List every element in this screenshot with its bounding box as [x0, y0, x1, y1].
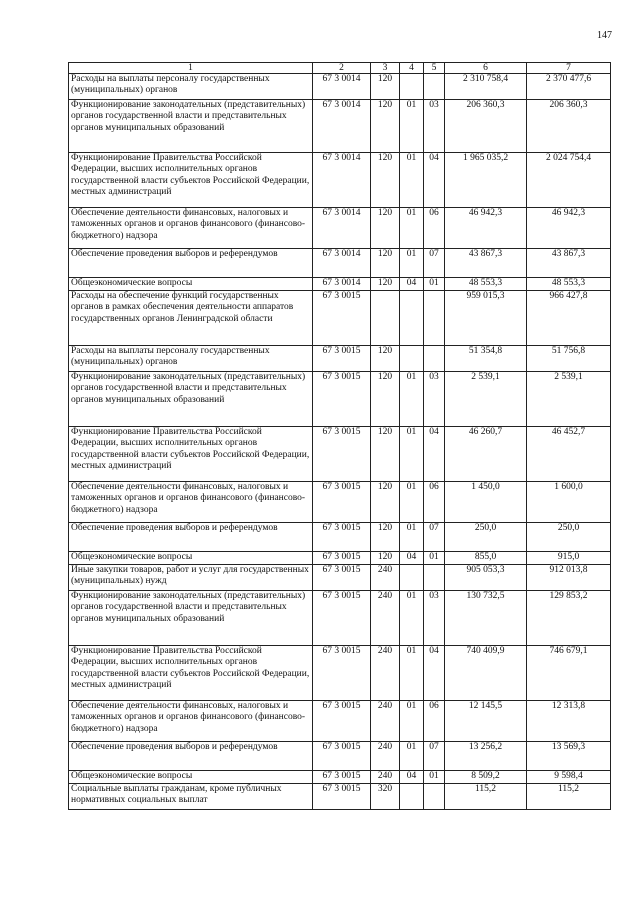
- column-header: 7: [527, 63, 611, 74]
- table-row: [69, 742, 611, 771]
- table-row: [69, 100, 611, 153]
- amount-year2-cell: 12 313,8: [527, 701, 611, 742]
- target-code-cell: 67 3 0014: [313, 278, 371, 291]
- amount-year2-cell: 13 569,3: [527, 742, 611, 771]
- row-name-cell: Расходы на выплаты персоналу государственных (муниципальных) органов: [69, 346, 313, 372]
- expense-type-cell: 120: [371, 482, 400, 523]
- expense-type-cell: 120: [371, 372, 400, 427]
- row-name-cell: Обеспечение деятельности финансовых, налоговых и таможенных органов и органов финансового (финансово-бюджетного) надзора: [69, 208, 313, 249]
- amount-year2-cell: 915,0: [527, 552, 611, 565]
- target-code-cell: 67 3 0015: [313, 346, 371, 372]
- row-name-cell: Общеэкономические вопросы: [69, 278, 313, 291]
- amount-year2-cell: 912 013,8: [527, 565, 611, 591]
- amount-year2-cell: 46 942,3: [527, 208, 611, 249]
- section-cell: 04: [400, 552, 424, 565]
- amount-year2-cell: 1 600,0: [527, 482, 611, 523]
- amount-year2-cell: 48 553,3: [527, 278, 611, 291]
- amount-year2-cell: 2 370 477,6: [527, 74, 611, 100]
- expense-type-cell: 120: [371, 249, 400, 278]
- amount-year2-cell: 129 853,2: [527, 591, 611, 646]
- page-number: 147: [597, 30, 612, 41]
- section-cell: [400, 74, 424, 100]
- target-code-cell: 67 3 0015: [313, 523, 371, 552]
- table-row: [69, 523, 611, 552]
- row-name-cell: Иные закупки товаров, работ и услуг для государственных (муниципальных) нужд: [69, 565, 313, 591]
- section-cell: 01: [400, 153, 424, 208]
- column-header: 6: [445, 63, 527, 74]
- table-row: [69, 208, 611, 249]
- section-cell: [400, 346, 424, 372]
- subsection-cell: 03: [424, 372, 445, 427]
- amount-year1-cell: 43 867,3: [445, 249, 527, 278]
- expense-type-cell: 120: [371, 100, 400, 153]
- target-code-cell: 67 3 0014: [313, 249, 371, 278]
- table-row: [69, 591, 611, 646]
- amount-year1-cell: 48 553,3: [445, 278, 527, 291]
- expense-type-cell: 120: [371, 208, 400, 249]
- amount-year2-cell: 51 756,8: [527, 346, 611, 372]
- table-row: [69, 771, 611, 784]
- target-code-cell: 67 3 0015: [313, 552, 371, 565]
- amount-year1-cell: 2 310 758,4: [445, 74, 527, 100]
- amount-year1-cell: 46 260,7: [445, 427, 527, 482]
- section-cell: 01: [400, 701, 424, 742]
- row-name-cell: Обеспечение деятельности финансовых, налоговых и таможенных органов и органов финансового (финансово-бюджетного) надзора: [69, 701, 313, 742]
- subsection-cell: [424, 74, 445, 100]
- expense-type-cell: 120: [371, 74, 400, 100]
- column-header: 4: [400, 63, 424, 74]
- table-row: [69, 552, 611, 565]
- expense-type-cell: 240: [371, 771, 400, 784]
- expense-type-cell: 240: [371, 591, 400, 646]
- subsection-cell: 03: [424, 591, 445, 646]
- budget-table: [68, 62, 611, 810]
- amount-year2-cell: 2 024 754,4: [527, 153, 611, 208]
- amount-year2-cell: 746 679,1: [527, 646, 611, 701]
- target-code-cell: 67 3 0014: [313, 208, 371, 249]
- amount-year2-cell: 115,2: [527, 784, 611, 810]
- row-name-cell: Функционирование Правительства Российской Федерации, высших исполнительных органов государственной власти субъектов Российской Федерации, местных администраций: [69, 427, 313, 482]
- expense-type-cell: 120: [371, 346, 400, 372]
- table-row: [69, 346, 611, 372]
- amount-year1-cell: 2 539,1: [445, 372, 527, 427]
- table-row: [69, 565, 611, 591]
- expense-type-cell: 320: [371, 784, 400, 810]
- target-code-cell: 67 3 0015: [313, 784, 371, 810]
- expense-type-cell: 240: [371, 565, 400, 591]
- row-name-cell: Обеспечение проведения выборов и референдумов: [69, 742, 313, 771]
- target-code-cell: 67 3 0014: [313, 100, 371, 153]
- target-code-cell: 67 3 0015: [313, 742, 371, 771]
- expense-type-cell: 240: [371, 646, 400, 701]
- subsection-cell: 06: [424, 701, 445, 742]
- subsection-cell: 07: [424, 742, 445, 771]
- amount-year1-cell: 206 360,3: [445, 100, 527, 153]
- subsection-cell: 04: [424, 153, 445, 208]
- section-cell: [400, 291, 424, 346]
- amount-year1-cell: 740 409,9: [445, 646, 527, 701]
- amount-year2-cell: 46 452,7: [527, 427, 611, 482]
- target-code-cell: 67 3 0015: [313, 372, 371, 427]
- target-code-cell: 67 3 0015: [313, 646, 371, 701]
- amount-year1-cell: 905 053,3: [445, 565, 527, 591]
- section-cell: 01: [400, 372, 424, 427]
- section-cell: 01: [400, 591, 424, 646]
- table-row: [69, 372, 611, 427]
- column-header: 3: [371, 63, 400, 74]
- row-name-cell: Функционирование Правительства Российской Федерации, высших исполнительных органов государственной власти субъектов Российской Федерации, местных администраций: [69, 153, 313, 208]
- subsection-cell: 03: [424, 100, 445, 153]
- table-row: [69, 701, 611, 742]
- subsection-cell: 04: [424, 427, 445, 482]
- section-cell: 01: [400, 249, 424, 278]
- column-header: 5: [424, 63, 445, 74]
- target-code-cell: 67 3 0015: [313, 291, 371, 346]
- subsection-cell: 06: [424, 208, 445, 249]
- amount-year2-cell: 43 867,3: [527, 249, 611, 278]
- amount-year2-cell: 2 539,1: [527, 372, 611, 427]
- row-name-cell: Функционирование Правительства Российской Федерации, высших исполнительных органов государственной власти субъектов Российской Федерации, местных администраций: [69, 646, 313, 701]
- table-row: [69, 482, 611, 523]
- section-cell: [400, 784, 424, 810]
- subsection-cell: 07: [424, 523, 445, 552]
- column-header: 2: [313, 63, 371, 74]
- subsection-cell: 01: [424, 771, 445, 784]
- row-name-cell: Общеэкономические вопросы: [69, 771, 313, 784]
- subsection-cell: [424, 346, 445, 372]
- section-cell: 01: [400, 100, 424, 153]
- amount-year1-cell: 12 145,5: [445, 701, 527, 742]
- amount-year1-cell: 1 450,0: [445, 482, 527, 523]
- row-name-cell: Общеэкономические вопросы: [69, 552, 313, 565]
- amount-year2-cell: 966 427,8: [527, 291, 611, 346]
- target-code-cell: 67 3 0014: [313, 153, 371, 208]
- table-row: [69, 427, 611, 482]
- subsection-cell: 07: [424, 249, 445, 278]
- row-name-cell: Функционирование законодательных (представительных) органов государственной власти и представительных органов муниципальных образований: [69, 100, 313, 153]
- row-name-cell: Обеспечение деятельности финансовых, налоговых и таможенных органов и органов финансового (финансово-бюджетного) надзора: [69, 482, 313, 523]
- row-name-cell: Социальные выплаты гражданам, кроме публичных нормативных социальных выплат: [69, 784, 313, 810]
- expense-type-cell: 240: [371, 742, 400, 771]
- target-code-cell: 67 3 0015: [313, 482, 371, 523]
- section-cell: 04: [400, 771, 424, 784]
- section-cell: 01: [400, 523, 424, 552]
- amount-year2-cell: 250,0: [527, 523, 611, 552]
- expense-type-cell: 120: [371, 153, 400, 208]
- table-row: [69, 784, 611, 810]
- subsection-cell: 01: [424, 278, 445, 291]
- section-cell: 01: [400, 482, 424, 523]
- subsection-cell: [424, 784, 445, 810]
- expense-type-cell: 120: [371, 278, 400, 291]
- expense-type-cell: 120: [371, 523, 400, 552]
- expense-type-cell: 120: [371, 427, 400, 482]
- row-name-cell: Функционирование законодательных (представительных) органов государственной власти и представительных органов муниципальных образований: [69, 372, 313, 427]
- amount-year1-cell: 1 965 035,2: [445, 153, 527, 208]
- column-header: 1: [69, 63, 313, 74]
- table-row: [69, 249, 611, 278]
- amount-year2-cell: 206 360,3: [527, 100, 611, 153]
- amount-year1-cell: 130 732,5: [445, 591, 527, 646]
- subsection-cell: [424, 565, 445, 591]
- amount-year1-cell: 250,0: [445, 523, 527, 552]
- amount-year1-cell: 959 015,3: [445, 291, 527, 346]
- section-cell: 01: [400, 742, 424, 771]
- subsection-cell: 06: [424, 482, 445, 523]
- subsection-cell: 04: [424, 646, 445, 701]
- amount-year2-cell: 9 598,4: [527, 771, 611, 784]
- target-code-cell: 67 3 0014: [313, 74, 371, 100]
- amount-year1-cell: 8 509,2: [445, 771, 527, 784]
- table-row: [69, 291, 611, 346]
- table-header-row: [69, 63, 611, 74]
- section-cell: 01: [400, 427, 424, 482]
- expense-type-cell: 120: [371, 552, 400, 565]
- row-name-cell: Обеспечение проведения выборов и референдумов: [69, 249, 313, 278]
- section-cell: 01: [400, 646, 424, 701]
- row-name-cell: Расходы на выплаты персоналу государственных (муниципальных) органов: [69, 74, 313, 100]
- subsection-cell: [424, 291, 445, 346]
- amount-year1-cell: 115,2: [445, 784, 527, 810]
- section-cell: 01: [400, 208, 424, 249]
- target-code-cell: 67 3 0015: [313, 427, 371, 482]
- target-code-cell: 67 3 0015: [313, 771, 371, 784]
- table-row: [69, 153, 611, 208]
- row-name-cell: Функционирование законодательных (представительных) органов государственной власти и представительных органов муниципальных образований: [69, 591, 313, 646]
- subsection-cell: 01: [424, 552, 445, 565]
- expense-type-cell: [371, 291, 400, 346]
- amount-year1-cell: 855,0: [445, 552, 527, 565]
- target-code-cell: 67 3 0015: [313, 565, 371, 591]
- amount-year1-cell: 51 354,8: [445, 346, 527, 372]
- row-name-cell: Обеспечение проведения выборов и референдумов: [69, 523, 313, 552]
- table-row: [69, 646, 611, 701]
- target-code-cell: 67 3 0015: [313, 591, 371, 646]
- amount-year1-cell: 13 256,2: [445, 742, 527, 771]
- expense-type-cell: 240: [371, 701, 400, 742]
- row-name-cell: Расходы на обеспечение функций государственных органов в рамках обеспечения деятельности аппаратов государственных органов Ленинградской области: [69, 291, 313, 346]
- section-cell: [400, 565, 424, 591]
- amount-year1-cell: 46 942,3: [445, 208, 527, 249]
- table-row: [69, 278, 611, 291]
- section-cell: 04: [400, 278, 424, 291]
- table-row: [69, 74, 611, 100]
- target-code-cell: 67 3 0015: [313, 701, 371, 742]
